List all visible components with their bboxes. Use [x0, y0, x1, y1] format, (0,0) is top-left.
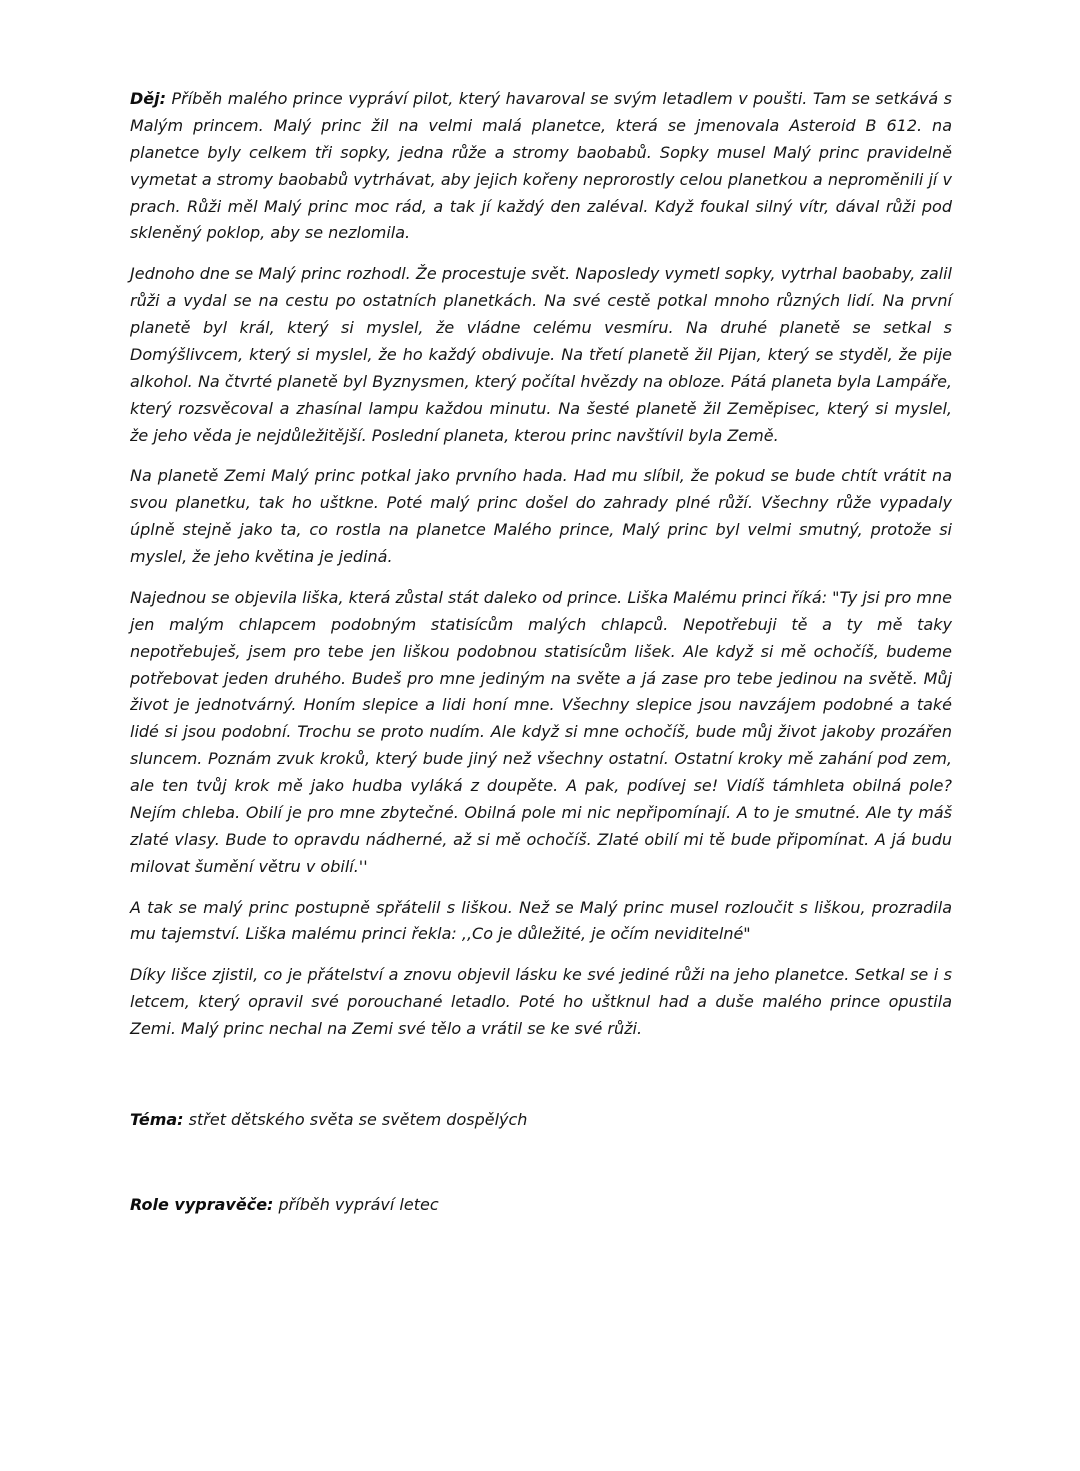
paragraph-text: A tak se malý princ postupně spřátelil s liškou. Než se Malý princ musel rozloučit s liškou, prozradila mu tajemství. Liška malému princi řekla: ,,Co je důležité, je očím neviditelné"	[130, 897, 952, 944]
paragraph-text: Najednou se objevila liška, která zůstal stát daleko od prince. Liška Malému princi říká: "Ty jsi pro mne jen malým chlapcem podobným statisícům malých chlapců. Nepotřebuji tě a ty mě taky nepotřebuješ, jsem pro tebe jen liškou podobnou statisícům lišek. Ale když si mě ochočíš, budeme potřebovat jeden druhého. Budeš pro mne jediným na světe a já zase pro tebe jedinou na světě. Můj život je jednotvárný. Honím slepice a lidi honí mne. Všechny slepice jsou navzájem podobné a také lidé si jsou podobní. Trochu se proto nudím. Ale když si mne ochočíš, bude můj život jakoby prozářen sluncem. Poznám zvuk kroků, který bude jiný než všechny ostatní. Ostatní kroky mě zahání pod zem, ale ten tvůj krok mě jako hudba vyláká z doupěte. A pak, podívej se! Vidíš támhleta obilná pole? Nejím chleba. Obilí je pro mne zbytečné. Obilná pole mi nic nepřipomínají. A to je smutné. Ale ty máš zlaté vlasy. Bude to opravdu nádherné, až si mě ochočíš. Zlaté obilí mi tě bude připomínat. A já budu milovat šumění větru v obilí.''	[130, 587, 952, 876]
paragraph	[130, 261, 952, 449]
paragraph-text: příběh vypráví letec	[273, 1194, 439, 1214]
paragraph	[130, 1192, 952, 1219]
paragraph	[130, 585, 952, 881]
paragraph	[130, 962, 952, 1043]
paragraph-text: střet dětského světa se světem dospělých	[183, 1109, 528, 1129]
document-notes	[130, 1107, 952, 1219]
paragraph-label: Téma:	[130, 1109, 184, 1129]
paragraph	[130, 86, 952, 247]
paragraph-text: Díky lišce zjistil, co je přátelství a znovu objevil lásku ke své jediné růži na jeho planetce. Setkal se i s letcem, který opravil své porouchané letadlo. Poté ho uštknul had a duše malého prince opustila Zemi. Malý princ nechal na Zemi své tělo a vrátil se ke své růži.	[130, 965, 952, 1038]
paragraph-label: Děj:	[130, 89, 167, 108]
paragraph	[130, 463, 952, 571]
paragraph-text: Jednoho dne se Malý princ rozhodl. Že procestuje svět. Naposledy vymetl sopky, vytrhal baobaby, zalil růži a vydal se na cestu po ostatních planetkách. Na své cestě potkal mnoho různých lidí. Na první planetě byl král, který si myslel, že vládne celému vesmíru. Na druhé planetě se setkal s Domýšlivcem, který si myslel, že ho každý obdivuje. Na třetí planetě žil Pijan, který se styděl, že pije alkohol. Na čtvrté planetě byl Byznysmen, který počítal hvězdy na obloze. Pátá planeta byla Lampáře, který rozsvěcoval a zhasínal lampu každou minutu. Na šesté planetě žil Zeměpisec, který si myslel, že jeho věda je nejdůležitější. Poslední planeta, kterou princ navštívil byla Země.	[130, 264, 952, 445]
paragraph-text: Na planetě Zemi Malý princ potkal jako prvního hada. Had mu slíbil, že pokud se bude chtít vrátit na svou planetku, tak ho uštkne. Poté malý princ došel do zahrady plné růží. Všechny růže vypadaly úplně stejně jako ta, co rostla na planetce Malého prince, Malý princ byl velmi smutný, protože si myslel, že jeho květina je jediná.	[130, 466, 952, 566]
paragraph-label: Role vypravěče:	[130, 1194, 274, 1214]
document-body	[130, 86, 952, 1043]
paragraph-text: Příběh malého prince vypráví pilot, který havaroval se svým letadlem v poušti. Tam se setkává s Malým princem. Malý princ žil na velmi malá planetce, která se jmenovala Asteroid B 612. na planetce byly celkem tři sopky, jedna růže a stromy baobabů. Sopky musel Malý princ pravidelně vymetat a stromy baobabů vytrhávat, aby jejich kořeny neprorostly celou planetkou a neproměnili jí v prach. Růži měl Malý princ moc rád, a tak jí každý den zaléval. Když foukal silný vítr, dával růži pod skleněný poklop, aby se nezlomila.	[130, 89, 952, 243]
paragraph	[130, 895, 952, 949]
paragraph	[130, 1107, 952, 1134]
